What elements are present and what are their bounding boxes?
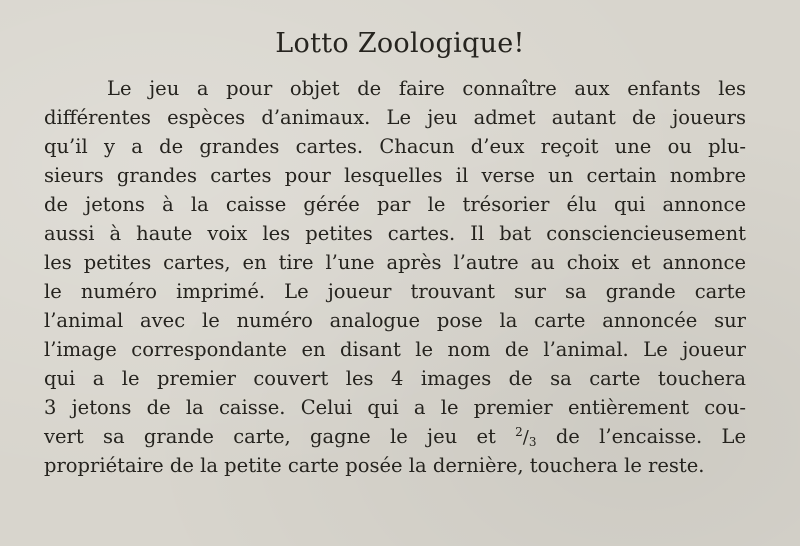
text-line: différentes espèces d’animaux. Le jeu admet autant de joueurs (44, 106, 746, 129)
text-line: l’image correspondante en disant le nom de l’animal. Le joueur (44, 338, 746, 361)
line-text-after-fraction: de l’encaisse. Le (555, 425, 746, 448)
text-line: sieurs grandes cartes pour lesquelles il verse un certain nombre (44, 164, 746, 187)
fraction-slash: / (522, 427, 529, 448)
fraction-denominator: 3 (528, 435, 537, 449)
text-line: de jetons à la caisse gérée par le trésorier élu qui annonce (44, 193, 746, 216)
text-line: qui a le premier couvert les 4 images de sa carte touchera (44, 367, 746, 390)
line-text-before-fraction: vert sa grande carte, gagne le jeu et (44, 425, 496, 448)
text-line: qu’il y a de grandes cartes. Chacun d’eux reçoit une ou plu- (44, 135, 746, 158)
text-line: 3 jetons de la caisse. Celui qui a le premier entièrement cou- (44, 396, 746, 419)
rules-paragraph (44, 74, 746, 480)
text-line: les petites cartes, en tire l’une après l’autre au choix et annonce (44, 251, 746, 274)
text-line: le numéro imprimé. Le joueur trouvant sur sa grande carte (44, 280, 746, 303)
fraction (515, 425, 536, 448)
text-line: aussi à haute voix les petites cartes. Il bat consciencieusement (44, 222, 746, 245)
fraction-numerator: 2 (515, 425, 523, 439)
text-line-with-fraction (44, 422, 746, 451)
text-line: l’animal avec le numéro analogue pose la carte annoncée sur (44, 309, 746, 332)
text-line-last: propriétaire de la petite carte posée la dernière, touchera le reste. (44, 454, 705, 477)
page-title: Lotto Zoologique! (275, 28, 525, 59)
text-line: Le jeu a pour objet de faire connaître aux enfants les (107, 77, 746, 100)
